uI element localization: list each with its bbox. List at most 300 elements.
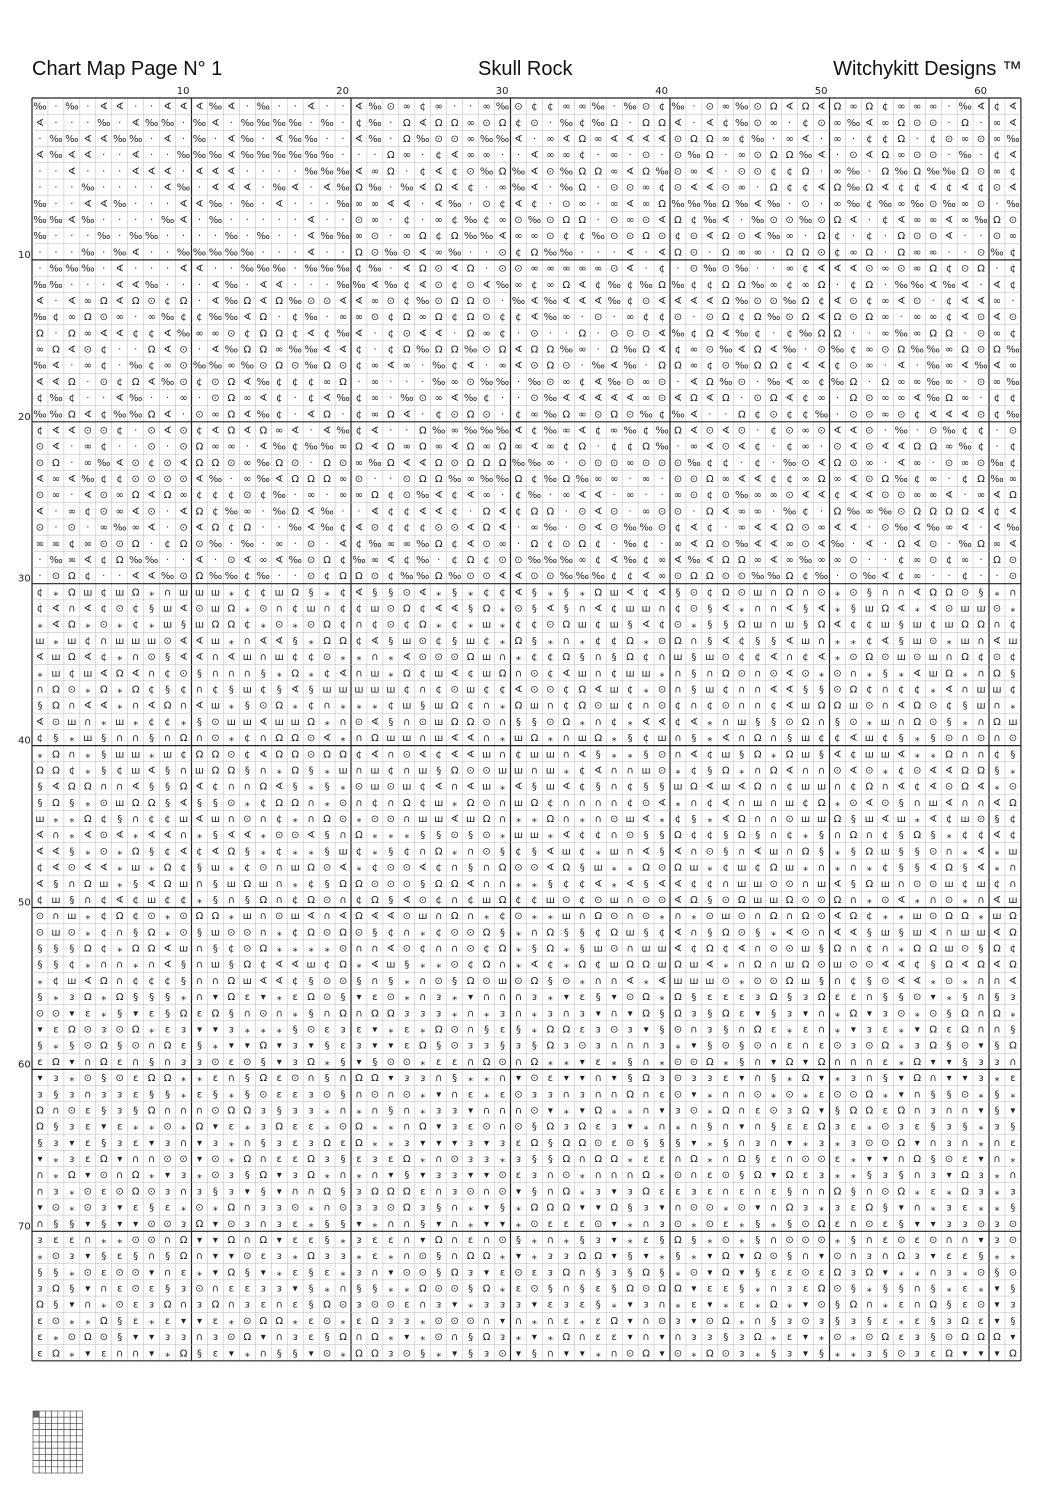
chart-symbol: ⁎	[628, 1235, 633, 1246]
chart-symbol: ∞	[690, 345, 698, 356]
chart-symbol: ⊙	[147, 652, 155, 663]
chart-symbol: ∢	[147, 701, 155, 712]
chart-symbol: ∩	[834, 782, 841, 793]
chart-symbol: ∢	[785, 685, 793, 696]
chart-symbol: ⁎	[564, 765, 569, 776]
chart-symbol: ‰	[257, 118, 270, 129]
chart-symbol: ∩	[419, 976, 426, 987]
chart-symbol: ⊙	[243, 1057, 251, 1068]
chart-symbol: ▾	[915, 1219, 920, 1230]
chart-symbol: ᴈ	[596, 1186, 601, 1197]
chart-symbol: Ω	[786, 1203, 794, 1214]
chart-symbol: Ω	[116, 555, 124, 566]
chart-symbol: ¢	[276, 846, 282, 857]
chart-symbol: ▾	[133, 1332, 138, 1343]
chart-symbol: ·	[900, 312, 903, 323]
chart-symbol: ¢	[260, 798, 266, 809]
chart-symbol: ⊙	[642, 296, 650, 307]
chart-symbol: Ω	[722, 1267, 730, 1278]
chart-symbol: ·	[341, 215, 344, 226]
chart-symbol: ⁎	[101, 1300, 106, 1311]
row-label: 20	[18, 412, 31, 423]
chart-symbol: ⊙	[722, 490, 730, 501]
chart-symbol: ¢	[292, 604, 298, 615]
chart-symbol: Ω	[387, 409, 395, 420]
chart-symbol: ‰	[257, 474, 270, 485]
chart-symbol: ⊙	[116, 1267, 124, 1278]
chart-symbol: ▾	[899, 1073, 904, 1084]
chart-symbol: ∢	[195, 523, 203, 534]
chart-symbol: ‰	[304, 361, 317, 372]
chart-symbol: ∞	[722, 134, 730, 145]
chart-symbol: ∩	[84, 1057, 91, 1068]
chart-symbol: ш	[801, 782, 810, 793]
chart-symbol: ∩	[786, 1154, 793, 1165]
chart-symbol: ▾	[947, 1073, 952, 1084]
chart-symbol: Ω	[52, 701, 60, 712]
chart-symbol: Ω	[945, 668, 953, 679]
chart-symbol: §	[947, 1041, 952, 1052]
chart-symbol: ¢	[962, 571, 968, 582]
chart-symbol: ‰	[145, 231, 158, 242]
chart-symbol: ·	[979, 555, 982, 566]
chart-symbol: ¢	[579, 895, 585, 906]
chart-symbol: ⊙	[722, 976, 730, 987]
chart-symbol: ∩	[244, 1203, 251, 1214]
chart-symbol: ∢	[690, 409, 698, 420]
chart-symbol: ¢	[212, 490, 218, 501]
chart-symbol: ∢	[658, 328, 666, 339]
chart-symbol: ∩	[292, 1186, 299, 1197]
chart-symbol: ∞	[754, 506, 762, 517]
chart-symbol: ∩	[451, 782, 458, 793]
chart-symbol: ⁎	[660, 911, 665, 922]
chart-symbol: ⊙	[52, 1203, 60, 1214]
chart-symbol: §	[691, 1235, 696, 1246]
chart-symbol: ⊙	[754, 296, 762, 307]
chart-symbol: ·	[150, 150, 153, 161]
chart-symbol: ¢	[850, 620, 856, 631]
chart-symbol: ∩	[451, 895, 458, 906]
chart-symbol: Ω	[467, 1251, 475, 1262]
chart-symbol: ∩	[196, 733, 203, 744]
chart-symbol: ш	[227, 717, 236, 728]
chart-symbol: ᴈ	[484, 1041, 489, 1052]
chart-symbol: ¢	[451, 280, 457, 291]
chart-symbol: ▾	[197, 1024, 202, 1035]
chart-symbol: ∢	[403, 409, 411, 420]
chart-symbol: ¢	[451, 539, 457, 550]
chart-symbol: ∢	[84, 555, 92, 566]
chart-symbol: ᴈ	[946, 1219, 951, 1230]
chart-symbol: ▾	[787, 1138, 792, 1149]
chart-symbol: ∢	[323, 425, 331, 436]
chart-symbol: §	[660, 1008, 665, 1019]
chart-symbol: ∞	[929, 312, 937, 323]
chart-symbol: ∩	[850, 1057, 857, 1068]
chart-symbol: Ω	[738, 280, 746, 291]
chart-symbol: §	[819, 846, 824, 857]
chart-symbol: ⁎	[755, 1348, 760, 1359]
chart-symbol: ш	[498, 765, 507, 776]
chart-symbol: ⁎	[245, 1122, 250, 1133]
chart-symbol: ⊙	[339, 1203, 347, 1214]
chart-symbol: ¢	[850, 782, 856, 793]
chart-symbol: ¢	[308, 879, 314, 890]
chart-symbol: Ω	[786, 150, 794, 161]
chart-symbol: ∢	[498, 231, 506, 242]
chart-symbol: ∞	[227, 361, 235, 372]
chart-symbol: §	[994, 765, 999, 776]
chart-symbol: ∢	[754, 231, 762, 242]
chart-symbol: ∢	[307, 409, 315, 420]
chart-symbol: ∩	[339, 1105, 346, 1116]
chart-symbol: ∢	[466, 749, 474, 760]
chart-symbol: Ω	[132, 1170, 140, 1181]
chart-symbol: Ω	[403, 798, 411, 809]
chart-symbol: ·	[916, 134, 919, 145]
chart-symbol: ‰	[352, 280, 365, 291]
chart-symbol: ▾	[979, 1041, 984, 1052]
chart-symbol: Ω	[642, 231, 650, 242]
chart-symbol: ·	[166, 264, 169, 275]
chart-symbol: ⊙	[945, 782, 953, 793]
chart-symbol: ‰	[751, 571, 764, 582]
chart-symbol: Ω	[866, 846, 874, 857]
chart-symbol: ·	[405, 377, 408, 388]
chart-symbol: ε	[292, 1300, 297, 1311]
chart-symbol: ¢	[244, 571, 250, 582]
chart-symbol: ∢	[419, 506, 427, 517]
chart-symbol: ε	[85, 1008, 90, 1019]
chart-symbol: Ω	[945, 506, 953, 517]
chart-symbol: ⁎	[803, 830, 808, 841]
chart-symbol: ε	[292, 1089, 297, 1100]
chart-symbol: ш	[626, 927, 635, 938]
chart-symbol: ⁎	[325, 1105, 330, 1116]
chart-symbol: ∢	[897, 604, 905, 615]
chart-symbol: §	[245, 895, 250, 906]
chart-symbol: Ω	[674, 992, 682, 1003]
chart-symbol: ⊙	[355, 717, 363, 728]
chart-symbol: ⊙	[387, 814, 395, 825]
chart-symbol: ∢	[722, 814, 730, 825]
chart-symbol: ¢	[946, 312, 952, 323]
chart-symbol: ·	[644, 361, 647, 372]
chart-symbol: ε	[133, 1073, 138, 1084]
chart-symbol: ⁎	[835, 604, 840, 615]
chart-symbol: ¢	[1010, 652, 1016, 663]
chart-symbol: Ω	[339, 749, 347, 760]
chart-symbol: Ω	[483, 523, 491, 534]
chart-symbol: ∩	[802, 879, 809, 890]
chart-symbol: ⁎	[468, 1219, 473, 1230]
chart-symbol: ¢	[69, 539, 75, 550]
chart-symbol: ε	[580, 1219, 585, 1230]
chart-symbol: ∢	[562, 393, 570, 404]
chart-symbol: ⁎	[309, 782, 314, 793]
chart-symbol: ▾	[739, 1267, 744, 1278]
chart-symbol: ¢	[164, 976, 170, 987]
chart-symbol: §	[436, 1041, 441, 1052]
chart-symbol: Ω	[802, 717, 810, 728]
chart-symbol: Ω	[355, 879, 363, 890]
chart-symbol: Ω	[307, 927, 315, 938]
chart-symbol: ⊙	[450, 1316, 458, 1327]
chart-symbol: ⊙	[642, 798, 650, 809]
chart-symbol: ‰	[847, 166, 860, 177]
chart-symbol: ∢	[769, 345, 777, 356]
chart-symbol: ε	[149, 1008, 154, 1019]
chart-symbol: ·	[932, 571, 935, 582]
chart-symbol: Ω	[834, 814, 842, 825]
chart-symbol: ∞	[929, 102, 937, 113]
chart-symbol: ∩	[52, 830, 59, 841]
chart-symbol: ⊙	[530, 1105, 538, 1116]
chart-symbol: ⁎	[117, 652, 122, 663]
chart-symbol: ▾	[755, 1008, 760, 1019]
chart-symbol: ‰	[257, 571, 270, 582]
chart-symbol: ‰	[288, 118, 301, 129]
column-label: 30	[496, 86, 509, 97]
chart-symbol: ∢	[817, 150, 825, 161]
chart-symbol: Ω	[913, 830, 921, 841]
chart-symbol: ᴈ	[500, 1008, 505, 1019]
chart-symbol: ∞	[307, 490, 315, 501]
chart-symbol: ∩	[467, 1024, 474, 1035]
chart-symbol: ∩	[611, 765, 618, 776]
chart-symbol: Ω	[626, 1089, 634, 1100]
chart-symbol: ∢	[419, 458, 427, 469]
chart-symbol: ш	[737, 717, 746, 728]
chart-symbol: §	[277, 1105, 282, 1116]
chart-symbol: ш	[227, 879, 236, 890]
chart-symbol: ∩	[531, 765, 538, 776]
chart-symbol: ε	[611, 1332, 616, 1343]
chart-symbol: ⁎	[628, 749, 633, 760]
chart-symbol: ε	[340, 1041, 345, 1052]
chart-symbol: ш	[482, 749, 491, 760]
chart-symbol: ‰	[592, 361, 605, 372]
chart-symbol: ∢	[785, 604, 793, 615]
chart-symbol: ε	[755, 1105, 760, 1116]
chart-symbol: ∩	[595, 798, 602, 809]
chart-symbol: ∢	[833, 296, 841, 307]
chart-symbol: Ω	[722, 765, 730, 776]
chart-symbol: ш	[115, 749, 124, 760]
chart-symbol: §	[213, 798, 218, 809]
chart-symbol: ∢	[594, 377, 602, 388]
chart-symbol: Ω	[531, 345, 539, 356]
chart-symbol: Ω	[866, 1105, 874, 1116]
chart-symbol: ‰	[432, 377, 445, 388]
chart-symbol: ¢	[340, 523, 346, 534]
chart-symbol: ⁎	[883, 765, 888, 776]
chart-symbol: ᴈ	[851, 1316, 856, 1327]
chart-symbol: ▾	[37, 1154, 42, 1165]
chart-symbol: §	[675, 1251, 680, 1262]
chart-symbol: ш	[769, 895, 778, 906]
chart-symbol: ∩	[866, 1186, 873, 1197]
chart-symbol: Ω	[243, 523, 251, 534]
chart-symbol: ш	[370, 685, 379, 696]
chart-symbol: ·	[597, 345, 600, 356]
chart-symbol: ⊙	[546, 620, 554, 631]
chart-symbol: ε	[245, 992, 250, 1003]
chart-symbol: ·	[421, 377, 424, 388]
chart-symbol: ·	[341, 150, 344, 161]
chart-symbol: ⁎	[229, 1089, 234, 1100]
chart-symbol: ∩	[770, 733, 777, 744]
chart-symbol: ш	[243, 717, 252, 728]
chart-symbol: ⁎	[133, 960, 138, 971]
chart-symbol: ¢	[228, 944, 234, 955]
chart-symbol: ·	[613, 102, 616, 113]
chart-symbol: ∩	[722, 1186, 729, 1197]
chart-symbol: ⊙	[482, 846, 490, 857]
chart-symbol: ⊙	[658, 701, 666, 712]
chart-symbol: ⊙	[674, 1057, 682, 1068]
chart-symbol: ⊙	[929, 199, 937, 210]
chart-symbol: ⊙	[116, 1073, 124, 1084]
chart-symbol: §	[851, 1284, 856, 1295]
chart-symbol: ⁎	[85, 1316, 90, 1327]
chart-symbol: ¢	[675, 604, 681, 615]
chart-symbol: ·	[294, 199, 297, 210]
chart-symbol: ∩	[371, 976, 378, 987]
chart-symbol: ∩	[626, 765, 633, 776]
chart-symbol: ∩	[164, 1267, 171, 1278]
chart-symbol: ⊙	[817, 1235, 825, 1246]
chart-symbol: ⊙	[578, 506, 586, 517]
chart-symbol: ш	[578, 620, 587, 631]
chart-symbol: ‰	[448, 571, 461, 582]
chart-symbol: ∩	[961, 1138, 968, 1149]
chart-symbol: ⊙	[817, 587, 825, 598]
chart-symbol: ·	[948, 150, 951, 161]
chart-symbol: ⊙	[371, 312, 379, 323]
chart-symbol: Ω	[196, 442, 204, 453]
chart-symbol: ∩	[626, 846, 633, 857]
chart-symbol: ⁎	[1010, 1089, 1015, 1100]
chart-symbol: ∞	[1009, 361, 1017, 372]
chart-symbol: ∢	[674, 879, 682, 890]
chart-symbol: ∢	[195, 474, 203, 485]
chart-symbol: ‰	[767, 199, 780, 210]
chart-symbol: ‰	[496, 102, 509, 113]
chart-symbol: Ω	[818, 701, 826, 712]
chart-symbol: ∩	[611, 1348, 618, 1359]
chart-symbol: ∢	[291, 685, 299, 696]
chart-symbol: ⁎	[69, 1316, 74, 1327]
chart-symbol: ∩	[754, 685, 761, 696]
chart-symbol: ∢	[674, 944, 682, 955]
chart-symbol: ▾	[516, 1348, 521, 1359]
chart-symbol: §	[197, 717, 202, 728]
chart-symbol: ε	[420, 1186, 425, 1197]
chart-symbol: ‰	[304, 150, 317, 161]
chart-symbol: ш	[402, 782, 411, 793]
chart-symbol: Ω	[897, 345, 905, 356]
chart-symbol: Ω	[228, 846, 236, 857]
chart-symbol: ш	[673, 976, 682, 987]
chart-symbol: ∢	[36, 879, 44, 890]
chart-symbol: ∢	[419, 328, 427, 339]
chart-symbol: Ω	[722, 312, 730, 323]
chart-symbol: ∩	[802, 587, 809, 598]
chart-symbol: ∢	[754, 523, 762, 534]
chart-symbol: ᴈ	[946, 1203, 951, 1214]
chart-symbol: ⊙	[977, 345, 985, 356]
chart-symbol: ⊙	[371, 1300, 379, 1311]
chart-symbol: ᴈ	[962, 1219, 967, 1230]
chart-symbol: ⁎	[213, 1041, 218, 1052]
chart-symbol: ⊙	[546, 215, 554, 226]
chart-symbol: ∢	[419, 280, 427, 291]
chart-symbol: ∢	[1009, 539, 1017, 550]
chart-symbol: ⊙	[945, 458, 953, 469]
chart-symbol: ¢	[755, 328, 761, 339]
chart-symbol: ∢	[466, 539, 474, 550]
chart-symbol: ∢	[706, 782, 714, 793]
chart-symbol: Ω	[929, 944, 937, 955]
chart-symbol: Ω	[674, 215, 682, 226]
chart-symbol: ∢	[307, 215, 315, 226]
chart-symbol: ·	[836, 280, 839, 291]
chart-symbol: ∢	[993, 927, 1001, 938]
chart-symbol: Ω	[642, 1267, 650, 1278]
chart-symbol: ▾	[213, 1267, 218, 1278]
chart-symbol: ⁎	[117, 685, 122, 696]
chart-symbol: Ω	[355, 571, 363, 582]
chart-symbol: Ω	[594, 1251, 602, 1262]
chart-symbol: Ω	[977, 765, 985, 776]
chart-symbol: ∢	[833, 749, 841, 760]
chart-symbol: ∢	[817, 490, 825, 501]
chart-symbol: ⊙	[498, 1235, 506, 1246]
chart-symbol: ·	[166, 555, 169, 566]
chart-symbol: ⁎	[309, 1203, 314, 1214]
chart-symbol: ε	[883, 1219, 888, 1230]
chart-symbol: ·	[597, 215, 600, 226]
chart-symbol: ∢	[817, 102, 825, 113]
chart-symbol: ¢	[866, 911, 872, 922]
chart-symbol: ▾	[580, 1057, 585, 1068]
chart-symbol: ¢	[132, 911, 138, 922]
chart-symbol: ⁎	[835, 1235, 840, 1246]
chart-symbol: Ω	[148, 409, 156, 420]
chart-symbol: ∢	[243, 830, 251, 841]
chart-symbol: ⊙	[435, 264, 443, 275]
chart-symbol: §	[899, 733, 904, 744]
chart-symbol: ⊙	[658, 506, 666, 517]
chart-symbol: ∢	[626, 879, 634, 890]
chart-symbol: ∩	[563, 814, 570, 825]
chart-symbol: ∞	[817, 555, 825, 566]
chart-symbol: ¢	[643, 555, 649, 566]
chart-symbol: ·	[262, 247, 265, 258]
chart-symbol: ⊙	[690, 490, 698, 501]
chart-symbol: ∢	[817, 264, 825, 275]
chart-symbol: ⁎	[325, 587, 330, 598]
chart-symbol: ▾	[660, 1203, 665, 1214]
chart-symbol: Ω	[802, 1073, 810, 1084]
chart-symbol: §	[707, 895, 712, 906]
chart-symbol: ш	[610, 620, 619, 631]
chart-symbol: ⊙	[403, 911, 411, 922]
chart-symbol: ·	[230, 474, 233, 485]
chart-symbol: ‰	[958, 102, 971, 113]
